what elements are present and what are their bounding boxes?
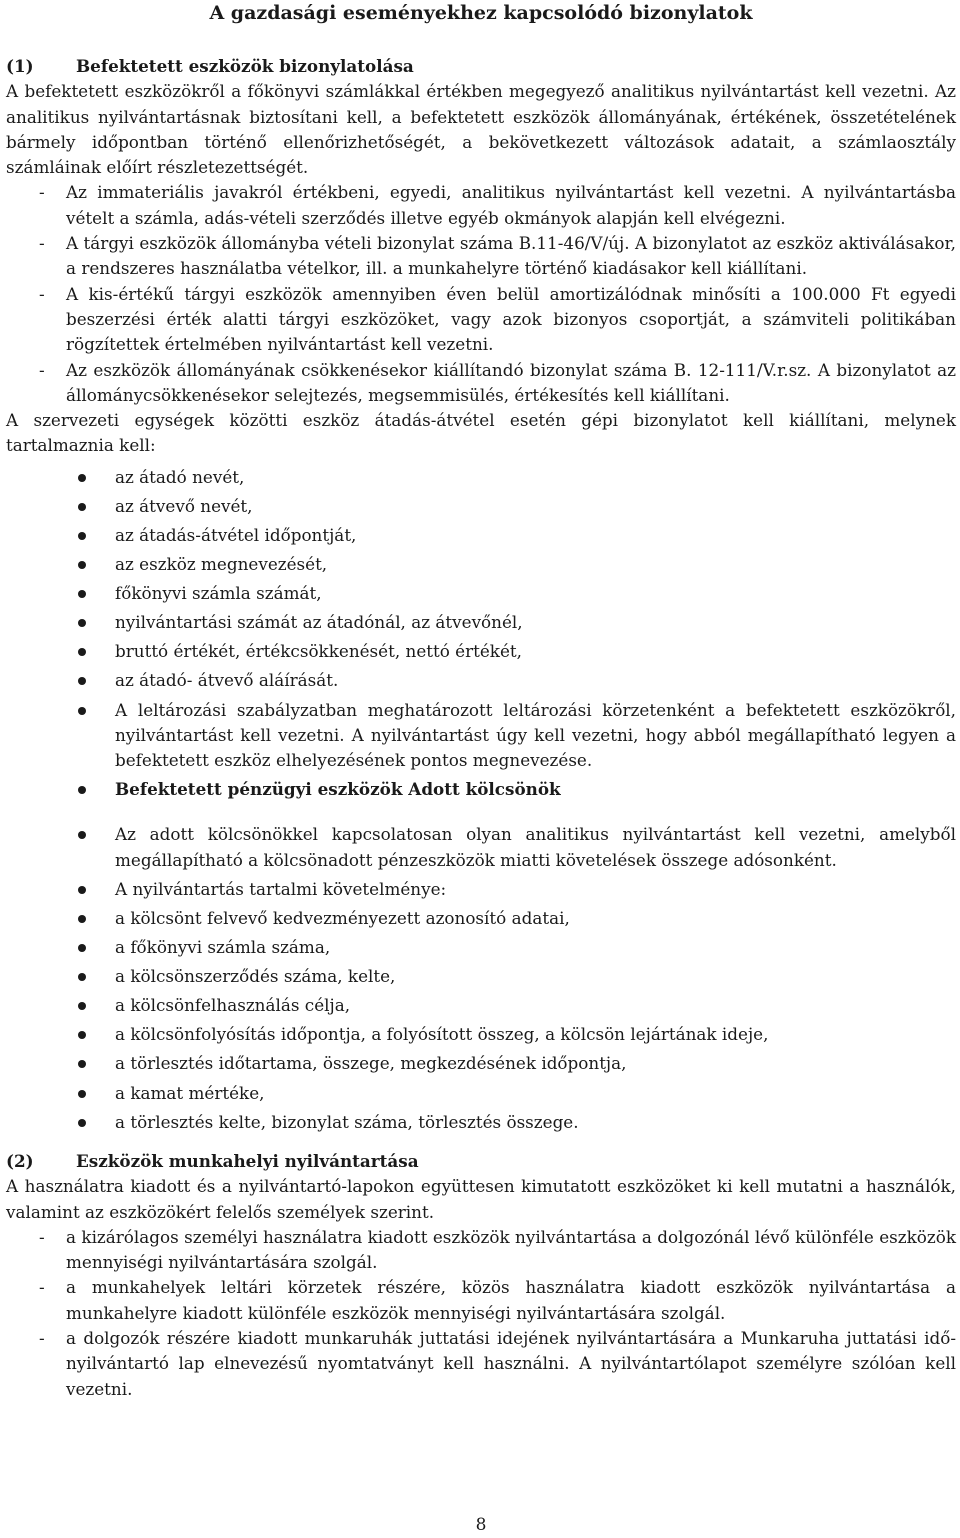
bullet-item — [6, 877, 956, 902]
bullet-icon — [78, 590, 86, 598]
bullet-icon — [78, 944, 86, 952]
bullet-icon — [78, 503, 86, 511]
section-1-number: (1) — [6, 56, 34, 76]
bullet-item — [6, 1110, 956, 1135]
dash-item-text: A tárgyi eszközök állományba vételi bizonylat száma B.11-46/V/új. A bizonylatot az eszköz aktiválásakor, a rendszeres használatba vételkor, ill. a munkahelyre történő kiadásakor kell kiállítani. — [66, 233, 956, 279]
bullet-item — [6, 581, 956, 606]
section-2-dash-list — [6, 1225, 956, 1402]
bullet-text: a kölcsönfelhasználás célja, — [115, 995, 351, 1016]
bullet-item — [6, 610, 956, 635]
dash-item: - Az eszközök állományának csökkenésekor kiállítandó bizonylat száma B. 12-111/V.r.sz. A bizonylatot az állománycsökkenésekor selejtezés, megsemmisülés, értékesítés kell kiállítani. — [39, 359, 956, 405]
bullet-text: a kamat mértéke, — [115, 1082, 265, 1103]
document-page — [6, 0, 956, 1537]
bullet-text: a kölcsönszerződés száma, kelte, — [115, 966, 396, 987]
bullet-item — [6, 935, 956, 960]
bullet-item — [6, 1022, 956, 1047]
bullet-icon — [78, 973, 86, 981]
bullet-item — [6, 906, 956, 931]
page-title: A gazdasági eseményekhez kapcsolódó bizonylatok — [209, 2, 753, 24]
bullet-text: az átadó nevét, — [115, 466, 245, 487]
bullet-text: a törlesztés kelte, bizonylat száma, törlesztés összege. — [115, 1111, 579, 1132]
dash-item-text: Az eszközök állományának csökkenésekor kiállítandó bizonylat száma B. 12-111/V.r.sz. A bizonylatot az állománycsökkenésekor selejtezés, megsemmisülés, értékesítés kell kiállítani. — [66, 359, 956, 405]
bullet-text: a törlesztés időtartama, összege, megkezdésének időpontja, — [115, 1053, 627, 1074]
section-2-number: (2) — [6, 1150, 34, 1171]
bullet-item — [6, 465, 956, 490]
section-1-title: Befektetett eszközök bizonylatolása — [76, 56, 414, 76]
bullet-item — [6, 964, 956, 989]
bullet-text: az átadás-átvétel időpontját, — [115, 524, 357, 545]
bullet-icon — [78, 786, 86, 794]
dash-item: - A tárgyi eszközök állományba vételi bizonylat száma B.11-46/V/új. A bizonylatot az eszköz aktiválásakor, a rendszeres használatba vételkor, ill. a munkahelyre történő kiadásakor kell kiállítani. — [39, 233, 956, 279]
bullet-icon — [78, 532, 86, 540]
bullet-text: az eszköz megnevezését, — [115, 554, 328, 575]
bullet-item — [6, 1051, 956, 1076]
bullet-icon — [78, 1090, 86, 1098]
dash-item: - a munkahelyek leltári körzetek részére, közös használatra kiadott eszközök nyilvántartása a munkahelyre kiadott különféle eszközök mennyiségi nyilvántartására szolgál. — [39, 1277, 956, 1323]
dash-item-text: Az immateriális javakról értékbeni, egyedi, analitikus nyilvántartást kell vezetni. A nyilvántartásba vételt a számla, adás-vételi szerződés illetve egyéb okmányok alapján kell elvégezni. — [66, 182, 956, 228]
transfer-bullet-list — [6, 465, 956, 803]
section-1-intro: A befektetett eszközökről a főkönyvi számlákkal értékben megegyező analitikus nyilvántartást kell vezetni. Az analitikus nyilvántartásnak biztosítani kell, a befektetett eszközök állományának, értékének, összetételének bármely időpontban történő ellenőrizhetőségét, a bekövetkezett változások adatait, a számlaosztály számláinak előírt részletezettségét. — [6, 81, 956, 178]
bullet-icon — [78, 886, 86, 894]
bullet-text: Az adott kölcsönökkel kapcsolatosan olyan analitikus nyilvántartást kell vezetni, amelyből megállapítható a kölcsönadott pénzeszközök miatti követelések összege adósonként. — [115, 824, 956, 870]
bullet-icon — [78, 1002, 86, 1010]
financial-assets-heading: Befektetett pénzügyi eszközök Adott kölcsönök — [115, 779, 561, 800]
dash-item: - a dolgozók részére kiadott munkaruhák juttatási idejének nyilvántartására a Munkaruha juttatási idő-nyilvántartó lap elnevezésű nyomtatványt kell használni. A nyilvántartólapot személyre szólóan kell vezetni. — [39, 1328, 956, 1399]
bullet-text: a kölcsönfolyósítás időpontja, a folyósított összeg, a kölcsön lejártának ideje, — [115, 1024, 769, 1045]
bullet-icon — [78, 707, 86, 715]
dash-item: - A kis-értékű tárgyi eszközök amennyiben éven belül amortizálódnak minősíti a 100.000 Ft egyedi beszerzési érték alatti tárgyi eszközöket, vagy azok bizonyos csoportját, a számviteli politikában rögzítettek értelmében nyilvántartást kell vezetni. — [39, 283, 956, 355]
dash-item-text: a dolgozók részére kiadott munkaruhák juttatási idejének nyilvántartására a Munkaruha juttatási idő-nyilvántartó lap elnevezésű nyomtatványt kell használni. A nyilvántartólapot személyre szólóan kell vezetni. — [66, 1328, 956, 1399]
bullet-item — [6, 993, 956, 1018]
bullet-text: a kölcsönt felvevő kedvezményezett azonosító adatai, — [115, 907, 570, 928]
bullet-item — [6, 523, 956, 548]
dash-item-text: a munkahelyek leltári körzetek részére, közös használatra kiadott eszközök nyilvántartása a munkahelyre kiadott különféle eszközök mennyiségi nyilvántartására szolgál. — [66, 1277, 956, 1323]
bullet-icon — [78, 1119, 86, 1127]
dash-item-text: A kis-értékű tárgyi eszközök amennyiben éven belül amortizálódnak minősíti a 100.000 Ft egyedi beszerzési érték alatti tárgyi eszközöket, vagy azok bizonyos csoportját, a számviteli politikában rögzítettek értelmében nyilvántartást kell vezetni. — [66, 283, 956, 355]
dash-item: - a kizárólagos személyi használatra kiadott eszközök nyilvántartása a dolgozónál lévő különféle eszközök mennyiségi nyilvántartására szolgál. — [39, 1226, 956, 1273]
bullet-item — [6, 668, 956, 693]
bullet-icon — [78, 648, 86, 656]
bullet-icon — [78, 1060, 86, 1068]
bullet-text: az átadó- átvevő aláírását. — [115, 670, 339, 691]
section-2-heading — [6, 1149, 956, 1174]
page-number: 8 — [475, 1515, 487, 1535]
bullet-text: A leltározási szabályzatban meghatározott leltározási körzetenként a befektetett eszközökről, nyilvántartást kell vezetni. A nyilvántartást úgy kell vezetni, hogy abból megállapítható legyen a befektetett eszköz elhelyezésének pontos megnevezése. — [115, 699, 956, 771]
bullet-icon — [78, 619, 86, 627]
bullet-text: A nyilvántartás tartalmi követelménye: — [115, 878, 447, 899]
bullet-item — [6, 1081, 956, 1106]
bullet-icon — [78, 1031, 86, 1039]
bullet-icon — [78, 915, 86, 923]
bullet-item — [6, 552, 956, 577]
bullet-icon — [78, 474, 86, 482]
dash-item-text: a kizárólagos személyi használatra kiadott eszközök nyilvántartása a dolgozónál lévő különféle eszközök mennyiségi nyilvántartására szolgál. — [66, 1226, 956, 1273]
section-1-heading — [6, 54, 956, 79]
bullet-text: főkönyvi számla számát, — [115, 583, 322, 604]
transfer-paragraph: A szervezeti egységek közötti eszköz átadás-átvétel esetén gépi bizonylatot kell kiállítani, melynek tartalmaznia kell: — [6, 410, 956, 456]
bullet-text: a főkönyvi számla száma, — [115, 937, 331, 958]
bullet-item — [6, 639, 956, 664]
bullet-icon — [78, 561, 86, 569]
loan-bullet-list — [6, 822, 956, 1134]
section-2-title: Eszközök munkahelyi nyilvántartása — [76, 1150, 419, 1171]
bullet-text: az átvevő nevét, — [115, 495, 253, 516]
section-2-intro: A használatra kiadott és a nyilvántartó-lapokon együttesen kimutatott eszközöket ki kell mutatni a használók, valamint az eszközökért felelős személyek szerint. — [6, 1176, 956, 1222]
bullet-icon — [78, 677, 86, 685]
bullet-text: bruttó értékét, értékcsökkenését, nettó értékét, — [115, 641, 522, 662]
bullet-item — [6, 698, 956, 774]
section-1-dash-list — [6, 180, 956, 408]
bullet-text: nyilvántartási számát az átadónál, az átvevőnél, — [115, 612, 523, 633]
dash-item: - Az immateriális javakról értékbeni, egyedi, analitikus nyilvántartást kell vezetni. A nyilvántartásba vételt a számla, adás-vételi szerződés illetve egyéb okmányok alapján kell elvégezni. — [39, 182, 956, 228]
bullet-item — [6, 494, 956, 519]
bullet-item — [6, 822, 956, 873]
bullet-icon — [78, 831, 86, 839]
bullet-item-heading — [6, 777, 956, 802]
